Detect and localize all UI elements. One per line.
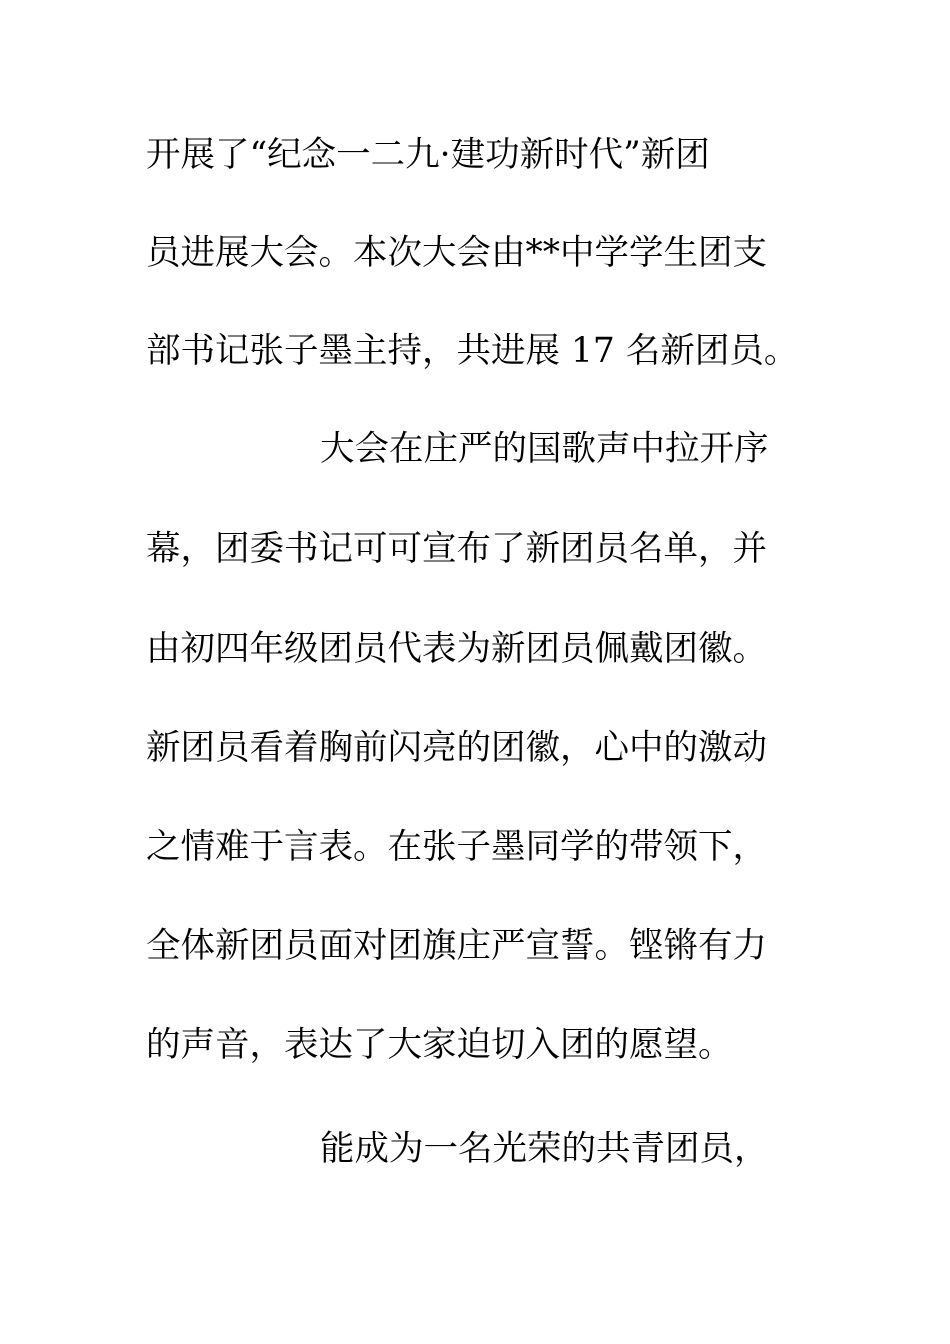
paragraph-line: 能成为一名光荣的共青团员， (320, 1129, 769, 1169)
paragraph-line: 幕，团委书记可可宣布了新团员名单，并 (146, 529, 767, 569)
paragraph-line: 开展了“纪念一二九·建功新时代”新团 (146, 135, 710, 175)
paragraph-line: 的声音，表达了大家迫切入团的愿望。 (146, 1025, 733, 1065)
paragraph-line: 新团员看着胸前闪亮的团徽，心中的激动 (146, 728, 767, 768)
paragraph-line: 员进展大会。本次大会由**中学学生团支 (146, 233, 767, 273)
paragraph-line: 部书记张子墨主持，共进展 17 名新团员。 (146, 331, 799, 371)
paragraph-line: 大会在庄严的国歌声中拉开序 (320, 429, 769, 469)
paragraph-line: 之情难于言表。在张子墨同学的带领下， (146, 827, 767, 867)
paragraph-line: 由初四年级团员代表为新团员佩戴团徽。 (146, 629, 767, 669)
paragraph-line: 全体新团员面对团旗庄严宣誓。铿锵有力 (146, 926, 767, 966)
